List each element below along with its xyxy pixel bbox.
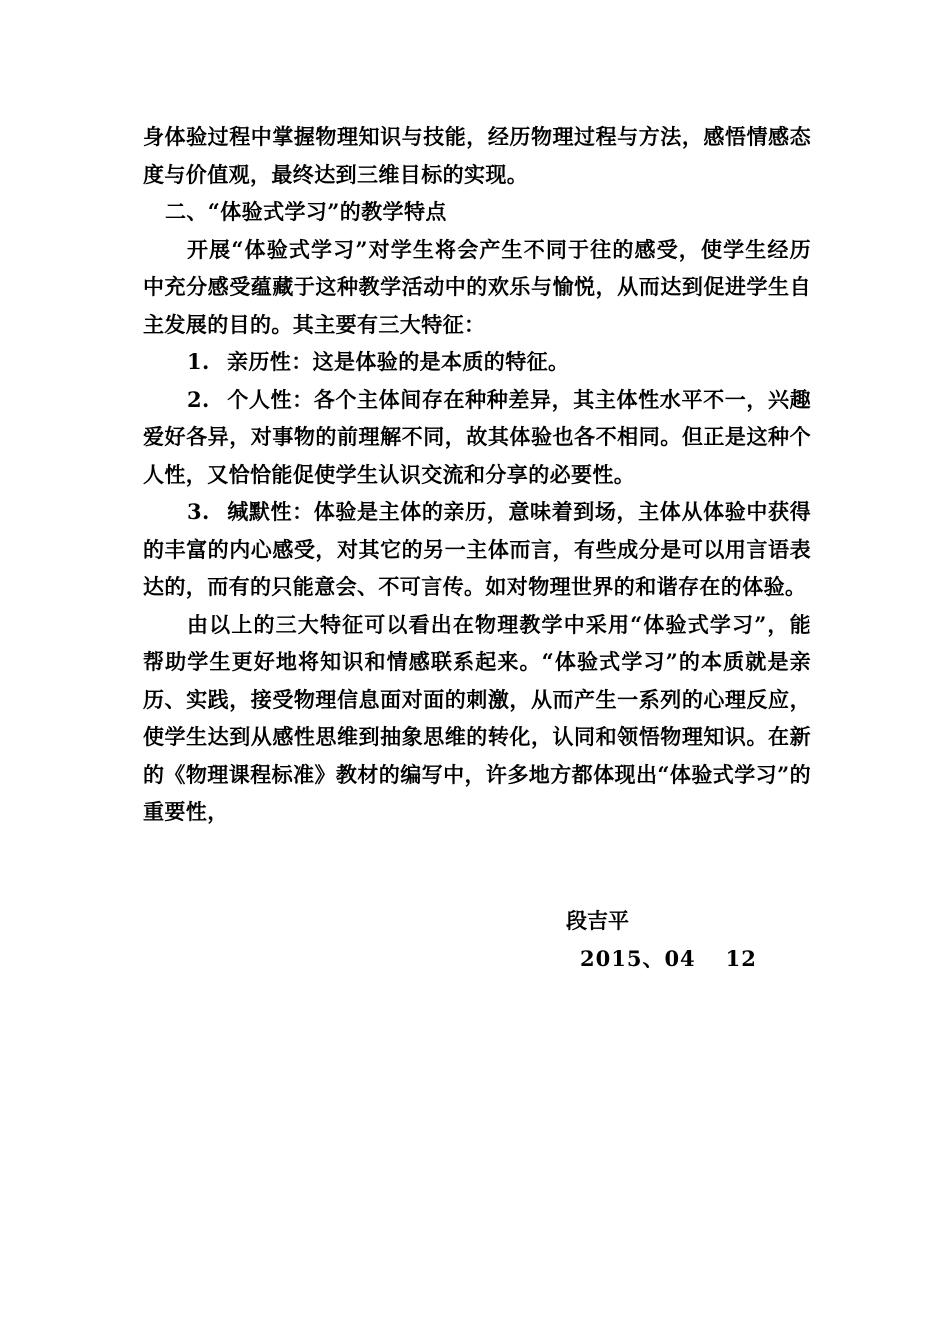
list-item-3 <box>143 493 811 606</box>
date-year-month: 2015、04 <box>580 946 696 971</box>
document-body <box>143 118 811 831</box>
list-item-text: 亲历性：这是体验的是本质的特征。 <box>227 349 570 374</box>
list-item-2 <box>143 381 811 494</box>
author-name: 段吉平 <box>566 908 629 933</box>
date-line <box>560 940 757 978</box>
paragraph-intro-continuation: 身体验过程中掌握物理知识与技能，经历物理过程与方法，感悟情感态度与价值观，最终达到三维目标的实现。 <box>143 124 811 187</box>
list-item-number: 1. <box>187 349 210 374</box>
section-heading: 二、“体验式学习”的教学特点 <box>165 199 447 224</box>
signature-block <box>560 902 757 978</box>
date-day: 12 <box>725 946 757 971</box>
list-item-number: 2. <box>187 386 210 412</box>
list-item-text: 个人性：各个主体间存在种种差异，其主体性水平不一，兴趣爱好各异，对事物的前理解不同，故其体验也各不相同。但正是这种个人性，又恰恰能促使学生认识交流和分享的必要性。 <box>143 386 811 487</box>
paragraph-overview: 开展“体验式学习”对学生将会产生不同于往的感受，使学生经历中充分感受蕴藏于这种教学活动中的欢乐与愉悦，从而达到促进学生自主发展的目的。其主要有三大特征： <box>143 236 811 337</box>
list-item-text: 缄默性：体验是主体的亲历，意味着到场，主体从体验中获得的丰富的内心感受，对其它的另一主体而言，有些成分是可以用言语表达的，而有的只能意会、不可言传。如对物理世界的和谐存在的体验。 <box>143 499 811 599</box>
list-item-1 <box>143 343 811 381</box>
paragraph-conclusion: 由以上的三大特征可以看出在物理教学中采用“体验式学习”，能帮助学生更好地将知识和情感联系起来。“体验式学习”的本质就是亲历、实践，接受物理信息面对面的刺激，从而产生一系列的心理反应，使学生达到从感性思维到抽象思维的转化，认同和领悟物理知识。在新的《物理课程标准》教材的编写中，许多地方都体现出“体验式学习”的重要性， <box>143 611 811 824</box>
list-item-number: 3. <box>187 499 210 524</box>
